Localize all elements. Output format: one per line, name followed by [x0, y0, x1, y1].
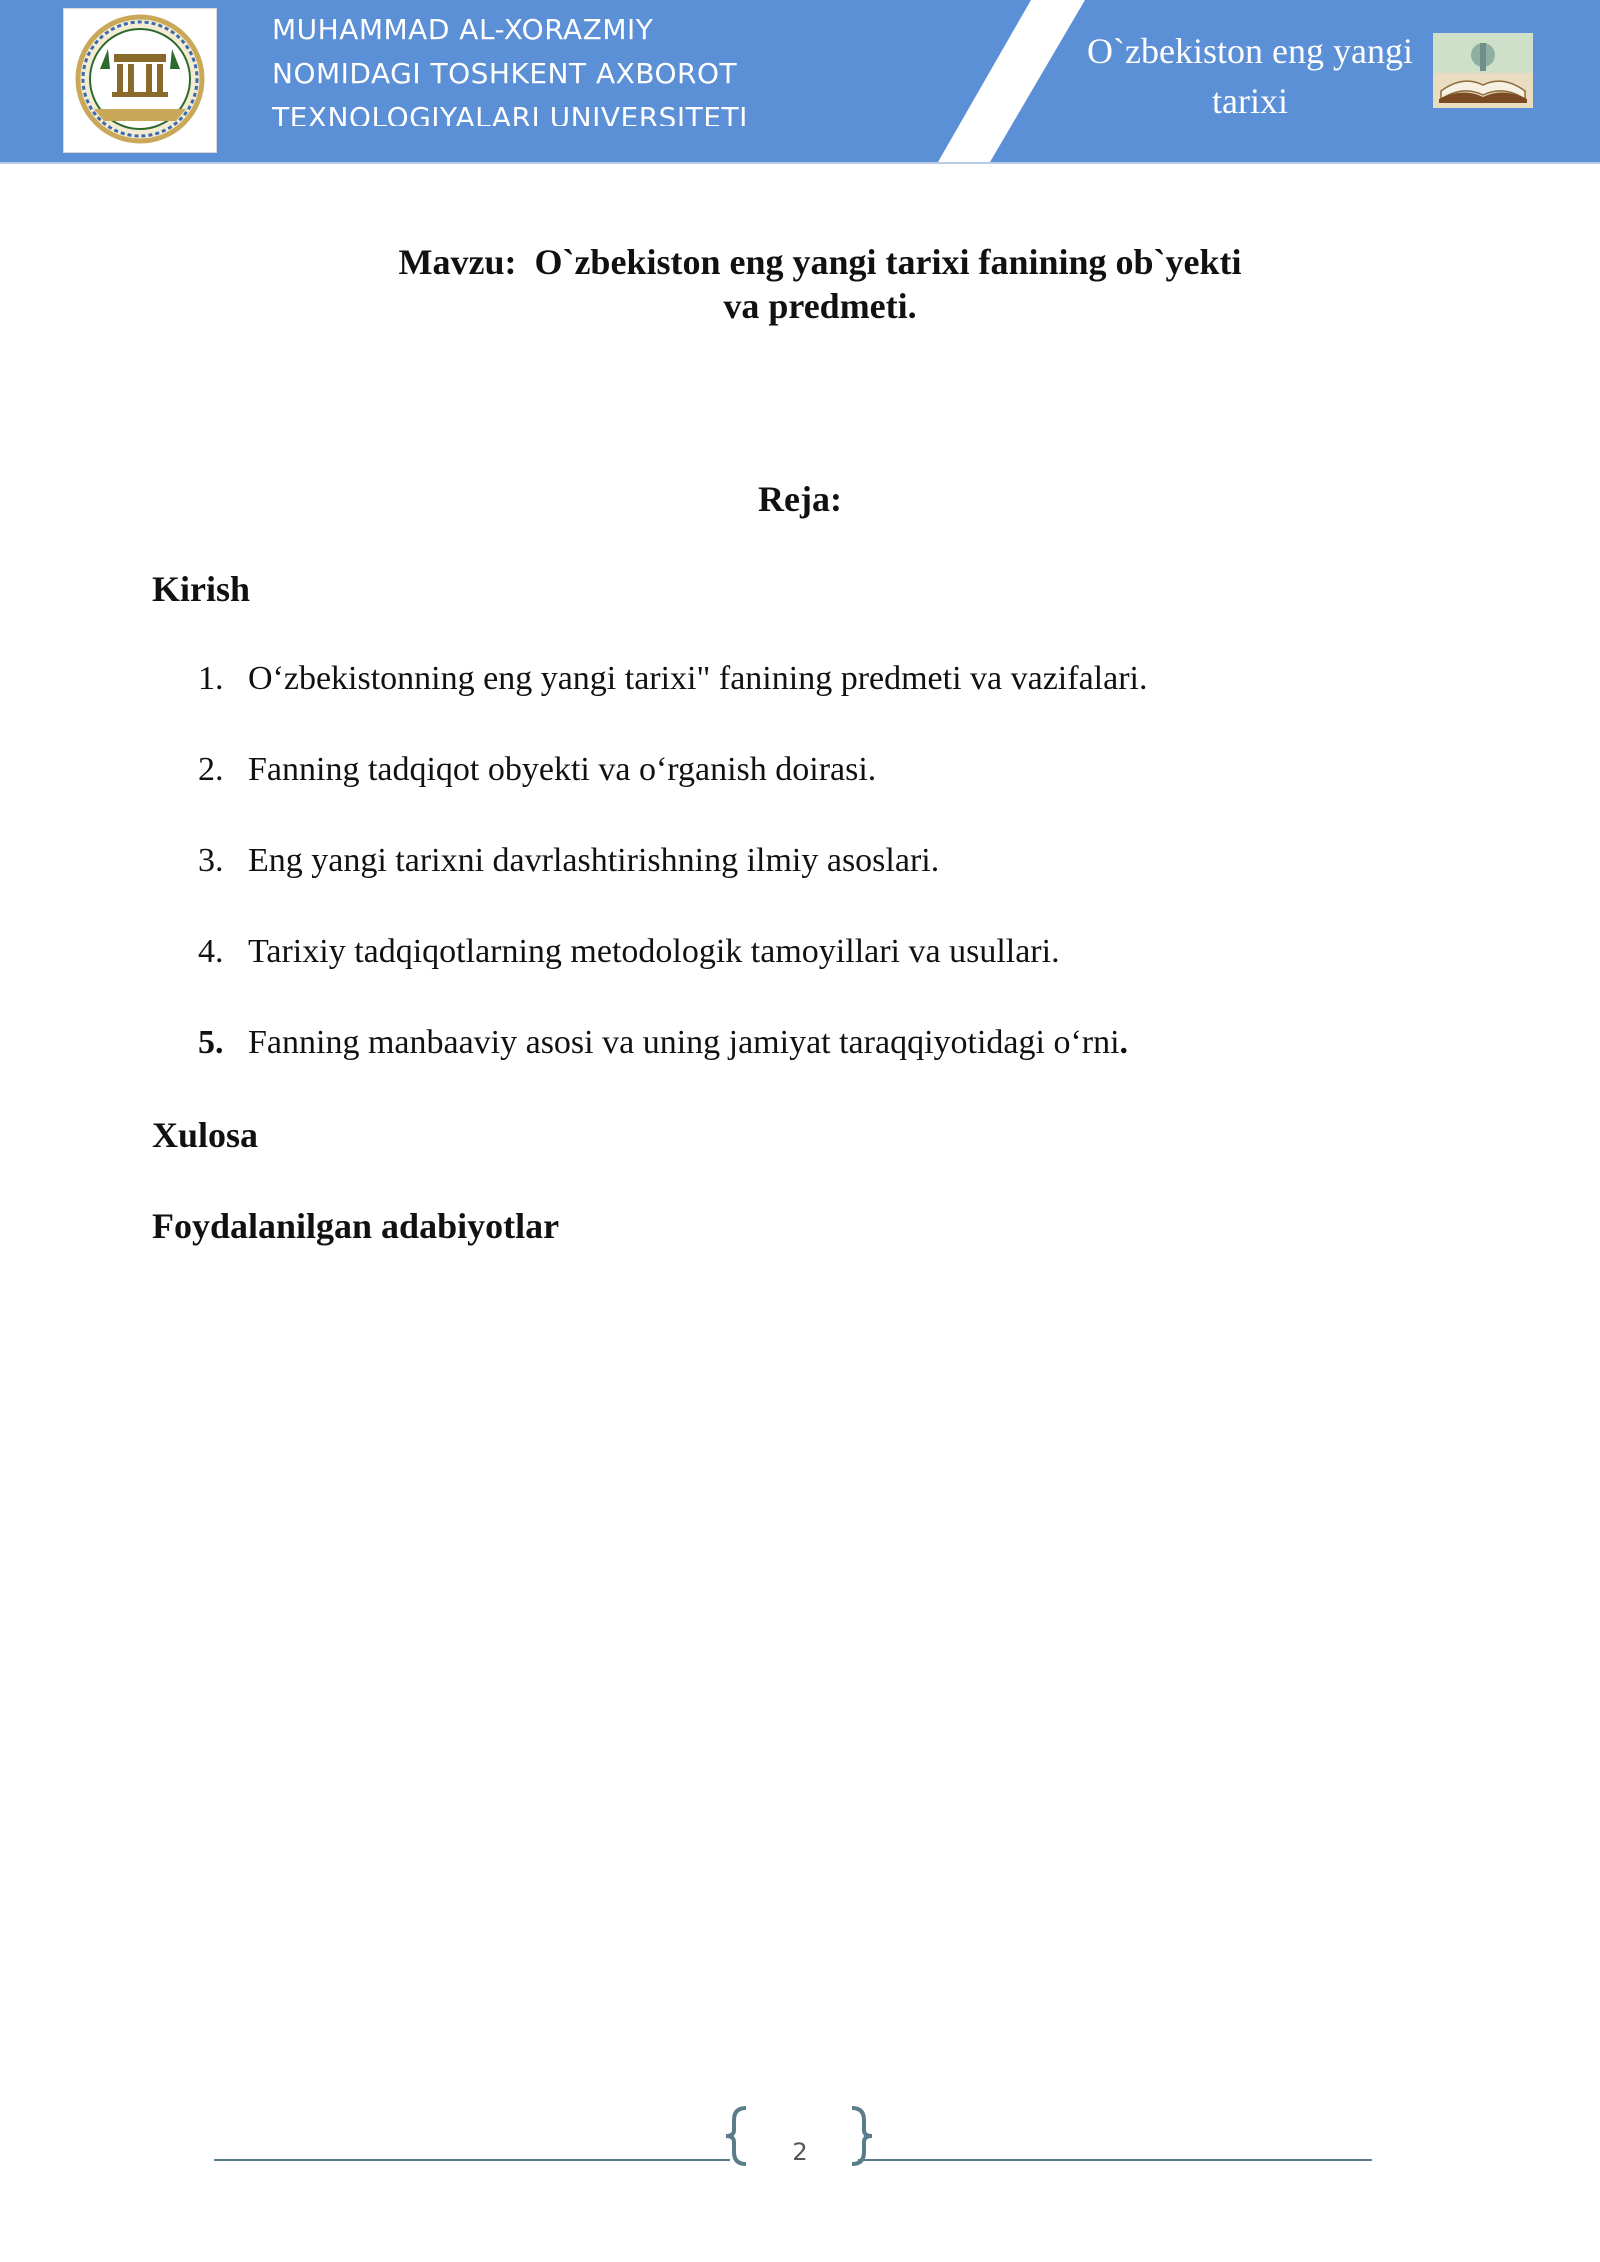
plan-item-1: [198, 660, 1147, 698]
plan-item-3: [198, 842, 939, 880]
plan-item-number: 3.: [198, 842, 224, 879]
plan-item-number: 2.: [198, 751, 224, 788]
page-number: 2: [792, 2138, 808, 2166]
topic-heading: [300, 240, 1340, 328]
plan-item-end-mark: .: [1119, 1024, 1129, 1061]
header-banner: [0, 0, 1600, 165]
plan-item-number: 5.: [198, 1024, 224, 1061]
plan-item-text: Fanning tadqiqot obyekti va o‘rganish doirasi.: [248, 751, 877, 788]
plan-item-number: 1.: [198, 660, 224, 697]
topic-line-2: va predmeti.: [723, 286, 917, 326]
plan-item-text: Tarixiy tadqiqotlarning metodologik tamoyillari va usullari.: [248, 933, 1060, 970]
open-book-image: [1433, 33, 1533, 108]
topic-line-1: Mavzu: O`zbekiston eng yangi tarixi fanining ob`yekti: [398, 242, 1242, 282]
plan-item-number: 4.: [198, 933, 224, 970]
course-title: [1060, 26, 1440, 126]
intro-heading: Kirish: [152, 569, 251, 609]
conclusion-heading: Xulosa: [152, 1115, 259, 1155]
plan-title: Reja:: [758, 479, 842, 519]
footer-rule-left: [214, 2159, 730, 2161]
footer-rule-right: [858, 2159, 1372, 2161]
plan-item-text: Fanning manbaaviy asosi va uning jamiyat taraqqiyotidagi o‘rni: [248, 1024, 1120, 1061]
course-title-line-2: tarixi: [1212, 81, 1288, 121]
plan-item-text: Eng yangi tarixni davrlashtirishning ilmiy asoslari.: [248, 842, 940, 879]
university-logo: [63, 8, 217, 153]
references-heading: Foydalanilgan adabiyotlar: [152, 1206, 560, 1246]
university-name-line-2: NOMIDAGI TOSHKENT AXBOROT: [272, 57, 738, 90]
plan-item-text: O‘zbekistonning eng yangi tarixi" fanining predmeti va vazifalari.: [248, 660, 1148, 697]
plan-item-4: [198, 933, 1060, 971]
footer-right-brace-icon: [846, 2104, 876, 2168]
plan-item-5: [198, 1024, 1128, 1062]
course-title-line-1: O`zbekiston eng yangi: [1087, 31, 1413, 71]
plan-item-2: [198, 751, 876, 789]
university-name: [272, 8, 752, 126]
university-name-line-1: MUHAMMAD AL-XORAZMIY: [272, 13, 654, 46]
university-name-line-3: TEXNOLOGIYALARI UNIVERSITETI: [272, 101, 748, 126]
footer-left-brace-icon: [722, 2104, 752, 2168]
